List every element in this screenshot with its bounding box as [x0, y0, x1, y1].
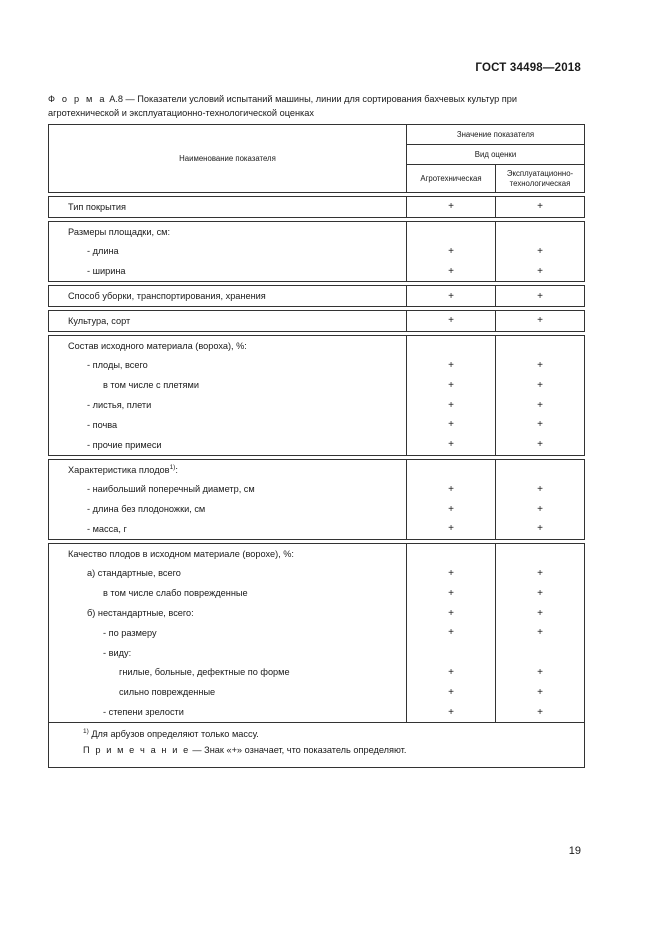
- row-label-suffix: :: [175, 464, 178, 475]
- footnote-row: [49, 722, 585, 742]
- table-row: [49, 242, 585, 262]
- row-label: б) нестандартные, всего:: [49, 603, 407, 623]
- agro-value: +: [407, 583, 496, 603]
- agro-value: +: [407, 519, 496, 539]
- row-label: в том числе слабо поврежденные: [49, 583, 407, 603]
- exploit-value: +: [496, 415, 585, 435]
- exploit-value: +: [496, 663, 585, 683]
- row-label: Качество плодов в исходном материале (ворохе), %:: [49, 543, 407, 563]
- row-label: - плоды, всего: [49, 356, 407, 376]
- caption-text: — Показатели условий испытаний машины, линии для сортирования бахчевых культур при агротехнической и эксплуатационно-технологической оценках: [48, 94, 518, 118]
- exploit-value: +: [496, 479, 585, 499]
- table-row: [49, 286, 585, 307]
- row-label: - масса, г: [49, 519, 407, 539]
- agro-value: +: [407, 663, 496, 683]
- exploit-value: [496, 221, 585, 241]
- agro-value: +: [407, 479, 496, 499]
- agro-value: [407, 543, 496, 563]
- agro-value: +: [407, 375, 496, 395]
- table-row: [49, 310, 585, 331]
- table-row: [49, 435, 585, 455]
- table-row: [49, 197, 585, 218]
- header-value-group: Значение показателя: [407, 125, 585, 145]
- row-label-text: Характеристика плодов: [68, 464, 170, 475]
- agro-value: [407, 335, 496, 355]
- exploit-value: +: [496, 286, 585, 307]
- exploit-value: [496, 643, 585, 663]
- agro-value: +: [407, 415, 496, 435]
- agro-value: +: [407, 435, 496, 455]
- row-label: [49, 459, 407, 479]
- exploit-value: +: [496, 356, 585, 376]
- header-agro: Агротехническая: [407, 165, 496, 193]
- header-exploit: Эксплуатационно-технологическая: [496, 165, 585, 193]
- form-caption: [48, 92, 588, 120]
- exploit-value: +: [496, 519, 585, 539]
- exploit-value: +: [496, 603, 585, 623]
- exploit-value: +: [496, 499, 585, 519]
- exploit-value: [496, 543, 585, 563]
- row-label: Культура, сорт: [49, 310, 407, 331]
- row-label: Размеры площадки, см:: [49, 221, 407, 241]
- exploit-value: +: [496, 242, 585, 262]
- table-row: [49, 603, 585, 623]
- agro-value: +: [407, 564, 496, 584]
- agro-value: +: [407, 623, 496, 643]
- row-label: - степени зрелости: [49, 702, 407, 722]
- row-label: - прочие примеси: [49, 435, 407, 455]
- caption-number: А.8: [109, 94, 123, 104]
- table-row: [49, 643, 585, 663]
- agro-value: [407, 221, 496, 241]
- exploit-value: +: [496, 261, 585, 281]
- agro-value: +: [407, 682, 496, 702]
- note-row: [49, 742, 585, 768]
- table-row: [49, 459, 585, 479]
- document-id: ГОСТ 34498—2018: [475, 62, 581, 74]
- table-row: [49, 356, 585, 376]
- table-row: [49, 499, 585, 519]
- row-label: а) стандартные, всего: [49, 564, 407, 584]
- agro-value: +: [407, 261, 496, 281]
- exploit-value: +: [496, 623, 585, 643]
- exploit-value: +: [496, 395, 585, 415]
- table-row: [49, 395, 585, 415]
- table-row: [49, 375, 585, 395]
- agro-value: [407, 459, 496, 479]
- agro-value: +: [407, 197, 496, 218]
- exploit-value: +: [496, 564, 585, 584]
- agro-value: +: [407, 395, 496, 415]
- exploit-value: +: [496, 435, 585, 455]
- row-label: сильно поврежденные: [49, 682, 407, 702]
- row-label: - длина: [49, 242, 407, 262]
- agro-value: +: [407, 702, 496, 722]
- row-label: - ширина: [49, 261, 407, 281]
- agro-value: +: [407, 499, 496, 519]
- footnote-ref: 1): [169, 463, 176, 471]
- table-row: [49, 564, 585, 584]
- table-row: [49, 519, 585, 539]
- row-label: - наибольший поперечный диаметр, см: [49, 479, 407, 499]
- row-label: Тип покрытия: [49, 197, 407, 218]
- exploit-value: [496, 459, 585, 479]
- row-label: - по размеру: [49, 623, 407, 643]
- row-label: - листья, плети: [49, 395, 407, 415]
- page-number: 19: [568, 845, 581, 857]
- agro-value: +: [407, 286, 496, 307]
- footnote-mark: 1): [83, 727, 89, 735]
- table-row: [49, 221, 585, 241]
- footnote-text: Для арбузов определяют только массу.: [88, 728, 259, 739]
- table-body: [49, 193, 585, 768]
- row-label: - длина без плодоножки, см: [49, 499, 407, 519]
- note-prefix: П р и м е ч а н и е: [83, 744, 190, 755]
- agro-value: +: [407, 603, 496, 623]
- exploit-value: +: [496, 375, 585, 395]
- exploit-value: +: [496, 197, 585, 218]
- row-label: Способ уборки, транспортирования, хранения: [49, 286, 407, 307]
- header-indicator-name: Наименование показателя: [49, 125, 407, 193]
- table-row: [49, 623, 585, 643]
- table-row: [49, 261, 585, 281]
- table-row: [49, 335, 585, 355]
- table-row: [49, 682, 585, 702]
- exploit-value: +: [496, 702, 585, 722]
- table-row: [49, 479, 585, 499]
- exploit-value: [496, 335, 585, 355]
- row-label: гнилые, больные, дефектные по форме: [49, 663, 407, 683]
- exploit-value: +: [496, 310, 585, 331]
- table-row: [49, 583, 585, 603]
- caption-prefix: Ф о р м а: [48, 94, 107, 104]
- agro-value: +: [407, 242, 496, 262]
- table-row: [49, 702, 585, 722]
- agro-value: [407, 643, 496, 663]
- row-label: - виду:: [49, 643, 407, 663]
- row-label: Состав исходного материала (вороха), %:: [49, 335, 407, 355]
- table-row: [49, 415, 585, 435]
- row-label: в том числе с плетями: [49, 375, 407, 395]
- row-label: - почва: [49, 415, 407, 435]
- exploit-value: +: [496, 583, 585, 603]
- exploit-value: +: [496, 682, 585, 702]
- table-row: [49, 543, 585, 563]
- table-row: [49, 663, 585, 683]
- header-evaluation-type: Вид оценки: [407, 145, 585, 165]
- agro-value: +: [407, 356, 496, 376]
- indicators-table: [48, 124, 585, 768]
- note-text: — Знак «+» означает, что показатель определяют.: [189, 744, 407, 755]
- agro-value: +: [407, 310, 496, 331]
